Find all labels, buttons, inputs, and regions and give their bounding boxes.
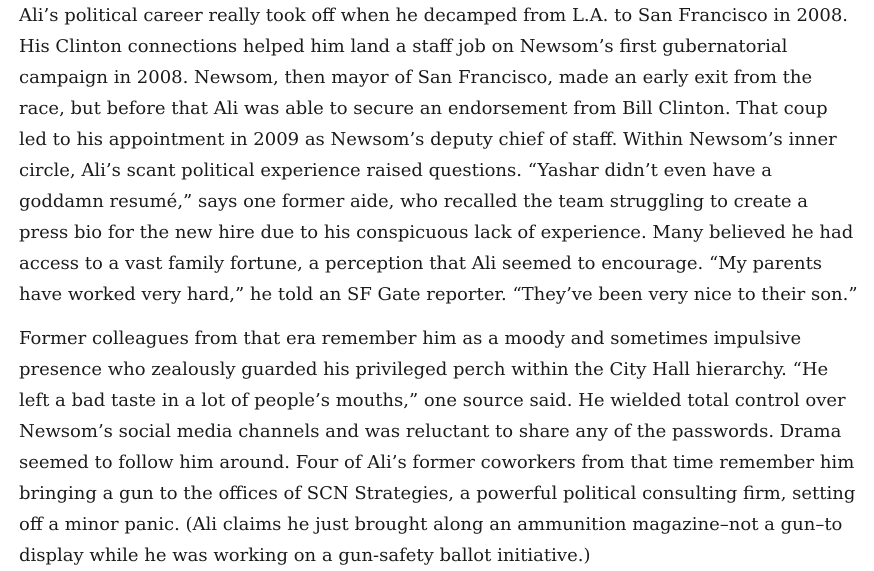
article-paragraph-1: Ali’s political career really took off when he decamped from L.A. to San Francisco in 2008. His Clinton connections helped him land a staff job on Newsom’s first gubernatorial campaign in 2008. Newsom, then mayor of San Francisco, made an early exit from the race, but before that Ali was able to secure an endorsement from Bill Clinton. That coup led to his appointment in 2009 as Newsom’s deputy chief of staff. Within Newsom’s inner circle, Ali’s scant political experience raised questions. “Yashar didn’t even have a goddamn resumé,” says one former aide, who recalled the team struggling to create a press bio for the new hire due to his conspicuous lack of experience. Many believed he had access to a vast family fortune, a perception that Ali seemed to encourage. “My parents have worked very hard,” he told an SF Gate reporter. “They’ve been very nice to their son.”	[19, 5, 858, 305]
article-paragraph-2: Former colleagues from that era remember him as a moody and sometimes impulsive presence who zealously guarded his privileged perch within the City Hall hierarchy. “He left a bad taste in a lot of people’s mouths,” one source said. He wielded total control over Newsom’s social media channels and was reluctant to share any of the passwords. Drama seemed to follow him around. Four of Ali’s former coworkers from that time remember him bringing a gun to the offices of SCN Strategies, a powerful political consulting firm, setting off a minor panic. (Ali claims he just brought along an ammunition magazine–not a gun–to display while he was working on a gun-safety ballot initiative.)	[19, 328, 856, 566]
